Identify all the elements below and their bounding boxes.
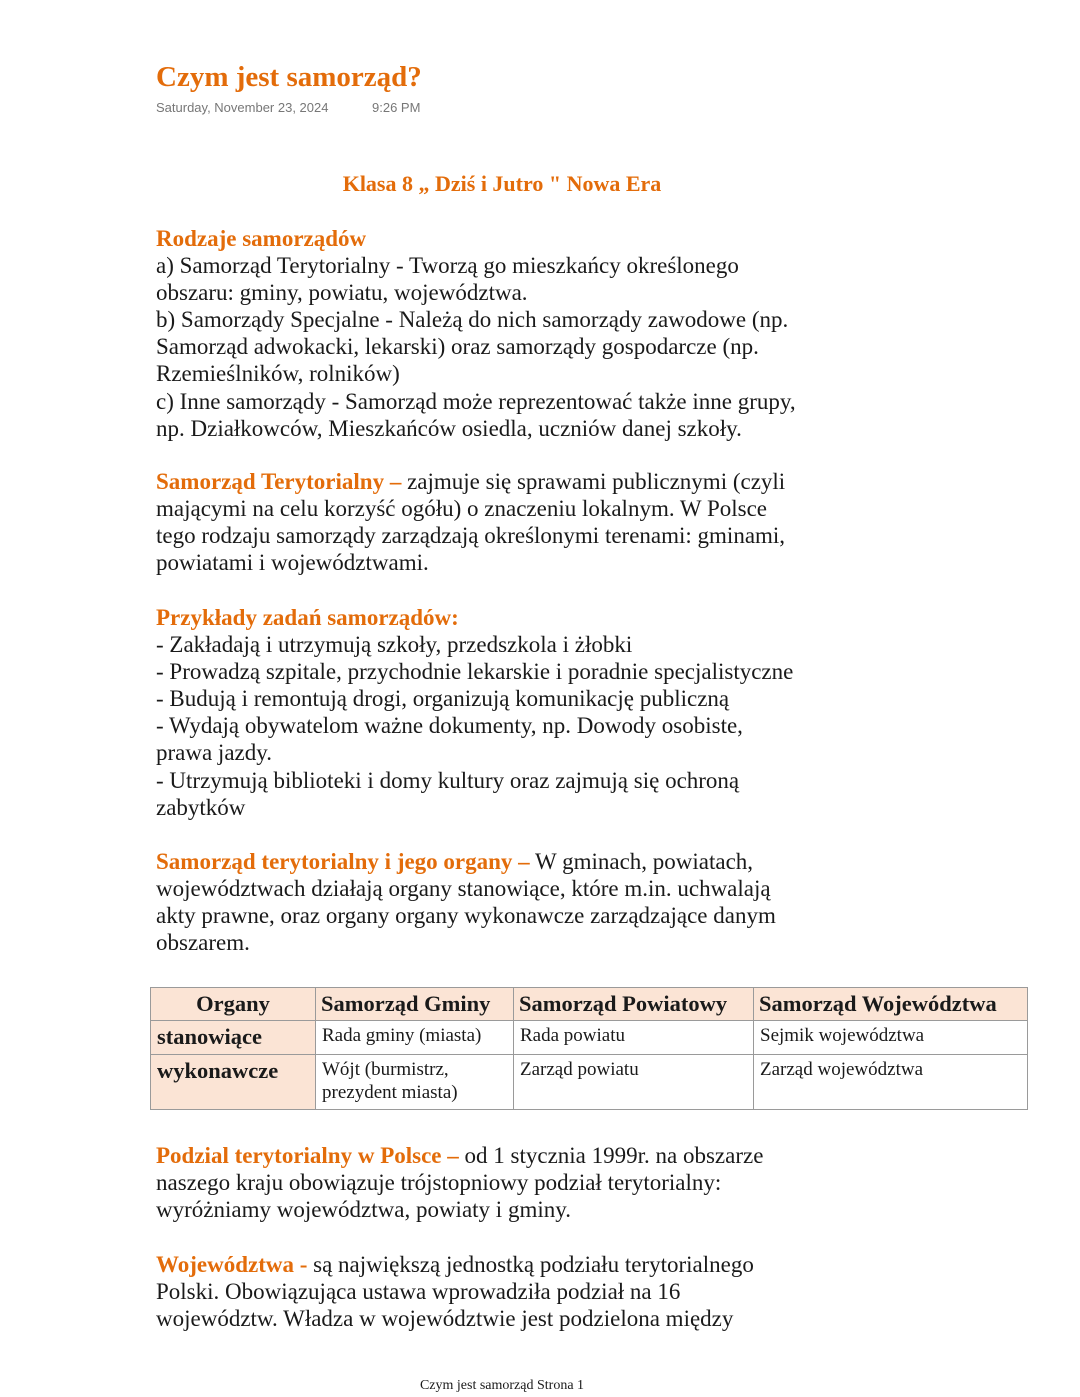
section-organy: [156, 848, 776, 956]
paragraph-line: b) Samorządy Specjalne - Należą do nich samorządy zawodowe (np.: [156, 307, 789, 333]
paragraph-line: wyróżniamy województwa, powiaty i gminy.: [156, 1197, 571, 1223]
table-header-cell: Samorząd Powiatowy: [514, 988, 754, 1021]
paragraph-line: [156, 1142, 763, 1169]
paragraph-line: Polski. Obowiązująca ustawa wprowadziła podział na 16: [156, 1279, 681, 1305]
table-header-cell: Samorząd Województwa: [754, 988, 1028, 1021]
table-header-cell: Organy: [151, 988, 316, 1021]
paragraph-text: od 1 stycznia 1999r. na obszarze: [464, 1143, 764, 1168]
table-row-label: stanowiące: [151, 1021, 316, 1055]
section-heading: Przykłady zadań samorządów:: [156, 605, 459, 630]
table-row-label: wykonawcze: [151, 1055, 316, 1110]
paragraph-line: województw. Władza w województwie jest podzielona między: [156, 1306, 734, 1332]
section-terytorialny: [156, 468, 785, 576]
table-cell: Wójt (burmistrz, prezydent miasta): [316, 1055, 514, 1110]
section-podzial: [156, 1142, 763, 1223]
list-item: - Prowadzą szpitale, przychodnie lekarskie i poradnie specjalistyczne: [156, 659, 794, 685]
paragraph-line: [156, 468, 785, 495]
paragraph-line: a) Samorząd Terytorialny - Tworzą go mieszkańcy określonego: [156, 253, 739, 279]
page-date: Saturday, November 23, 2024: [156, 100, 329, 115]
paragraph-line: mającymi na celu korzyść ogółu) o znaczeniu lokalnym. W Polsce: [156, 496, 768, 522]
list-item: prawa jazdy.: [156, 740, 272, 766]
table-row: [151, 1055, 1028, 1110]
table-header-cell: Samorząd Gminy: [316, 988, 514, 1021]
paragraph-line: akty prawne, oraz organy organy wykonawcze zarządzające danym: [156, 903, 776, 929]
paragraph-line: Samorząd adwokacki, lekarski) oraz samorządy gospodarcze (np.: [156, 334, 759, 360]
list-item: - Budują i remontują drogi, organizują komunikację publiczną: [156, 686, 730, 712]
section-rodzaje: [156, 225, 796, 442]
paragraph-line: naszego kraju obowiązuje trójstopniowy podział terytorialny:: [156, 1170, 722, 1196]
paragraph-line: np. Działkowców, Mieszkańców osiedla, uczniów danej szkoły.: [156, 415, 742, 441]
paragraph-lead: Podzial terytorialny w Polsce –: [156, 1143, 459, 1168]
paragraph-lead: Samorząd Terytorialny –: [156, 469, 402, 494]
table-cell: Sejmik województwa: [754, 1021, 1028, 1055]
list-item: - Zakładają i utrzymują szkoły, przedszkola i żłobki: [156, 632, 633, 658]
paragraph-lead: Samorząd terytorialny i jego organy –: [156, 849, 530, 874]
section-wojewodztwa: [156, 1251, 754, 1332]
paragraph-line: obszaru: gminy, powiatu, województwa.: [156, 280, 528, 306]
table-row: [151, 1021, 1028, 1055]
list-item: zabytków: [156, 794, 246, 820]
paragraph-line: c) Inne samorządy - Samorząd może reprezentować także inne grupy,: [156, 388, 796, 414]
section-heading: Rodzaje samorządów: [156, 226, 367, 251]
paragraph-line: tego rodzaju samorządy zarządzają określonymi terenami: gminami,: [156, 523, 786, 549]
paragraph-text: są największą jednostką podziału terytorialnego: [313, 1252, 754, 1277]
paragraph-line: województwach działają organy stanowiące, które m.in. uchwalają: [156, 876, 771, 902]
subtitle: Klasa 8 „ Dziś i Jutro " Nowa Era: [342, 171, 662, 196]
paragraph-line: Rzemieślników, rolników): [156, 361, 400, 387]
section-przyklady: [156, 604, 793, 821]
paragraph-line: obszarem.: [156, 930, 250, 956]
paragraph-text: W gminach, powiatach,: [535, 849, 754, 874]
paragraph-line: [156, 848, 776, 875]
paragraph-text: zajmuje się sprawami publicznymi (czyli: [407, 469, 786, 494]
paragraph-lead: Województwa -: [156, 1252, 308, 1277]
table-cell: Rada gminy (miasta): [316, 1021, 514, 1055]
page-footer: Czym jest samorząd Strona 1: [419, 1378, 585, 1393]
paragraph-line: powiatami i województwami.: [156, 550, 429, 576]
page-time: 9:26 PM: [372, 100, 421, 115]
table-header-row: [151, 988, 1028, 1021]
table-cell: Zarząd województwa: [754, 1055, 1028, 1110]
paragraph-line: [156, 1251, 754, 1278]
list-item: - Utrzymują biblioteki i domy kultury oraz zajmują się ochroną: [156, 767, 740, 793]
table-cell: Rada powiatu: [514, 1021, 754, 1055]
table-cell: Zarząd powiatu: [514, 1055, 754, 1110]
list-item: - Wydają obywatelom ważne dokumenty, np. Dowody osobiste,: [156, 713, 743, 739]
page-title: Czym jest samorząd?: [156, 61, 422, 93]
organy-table: [150, 987, 1028, 1110]
